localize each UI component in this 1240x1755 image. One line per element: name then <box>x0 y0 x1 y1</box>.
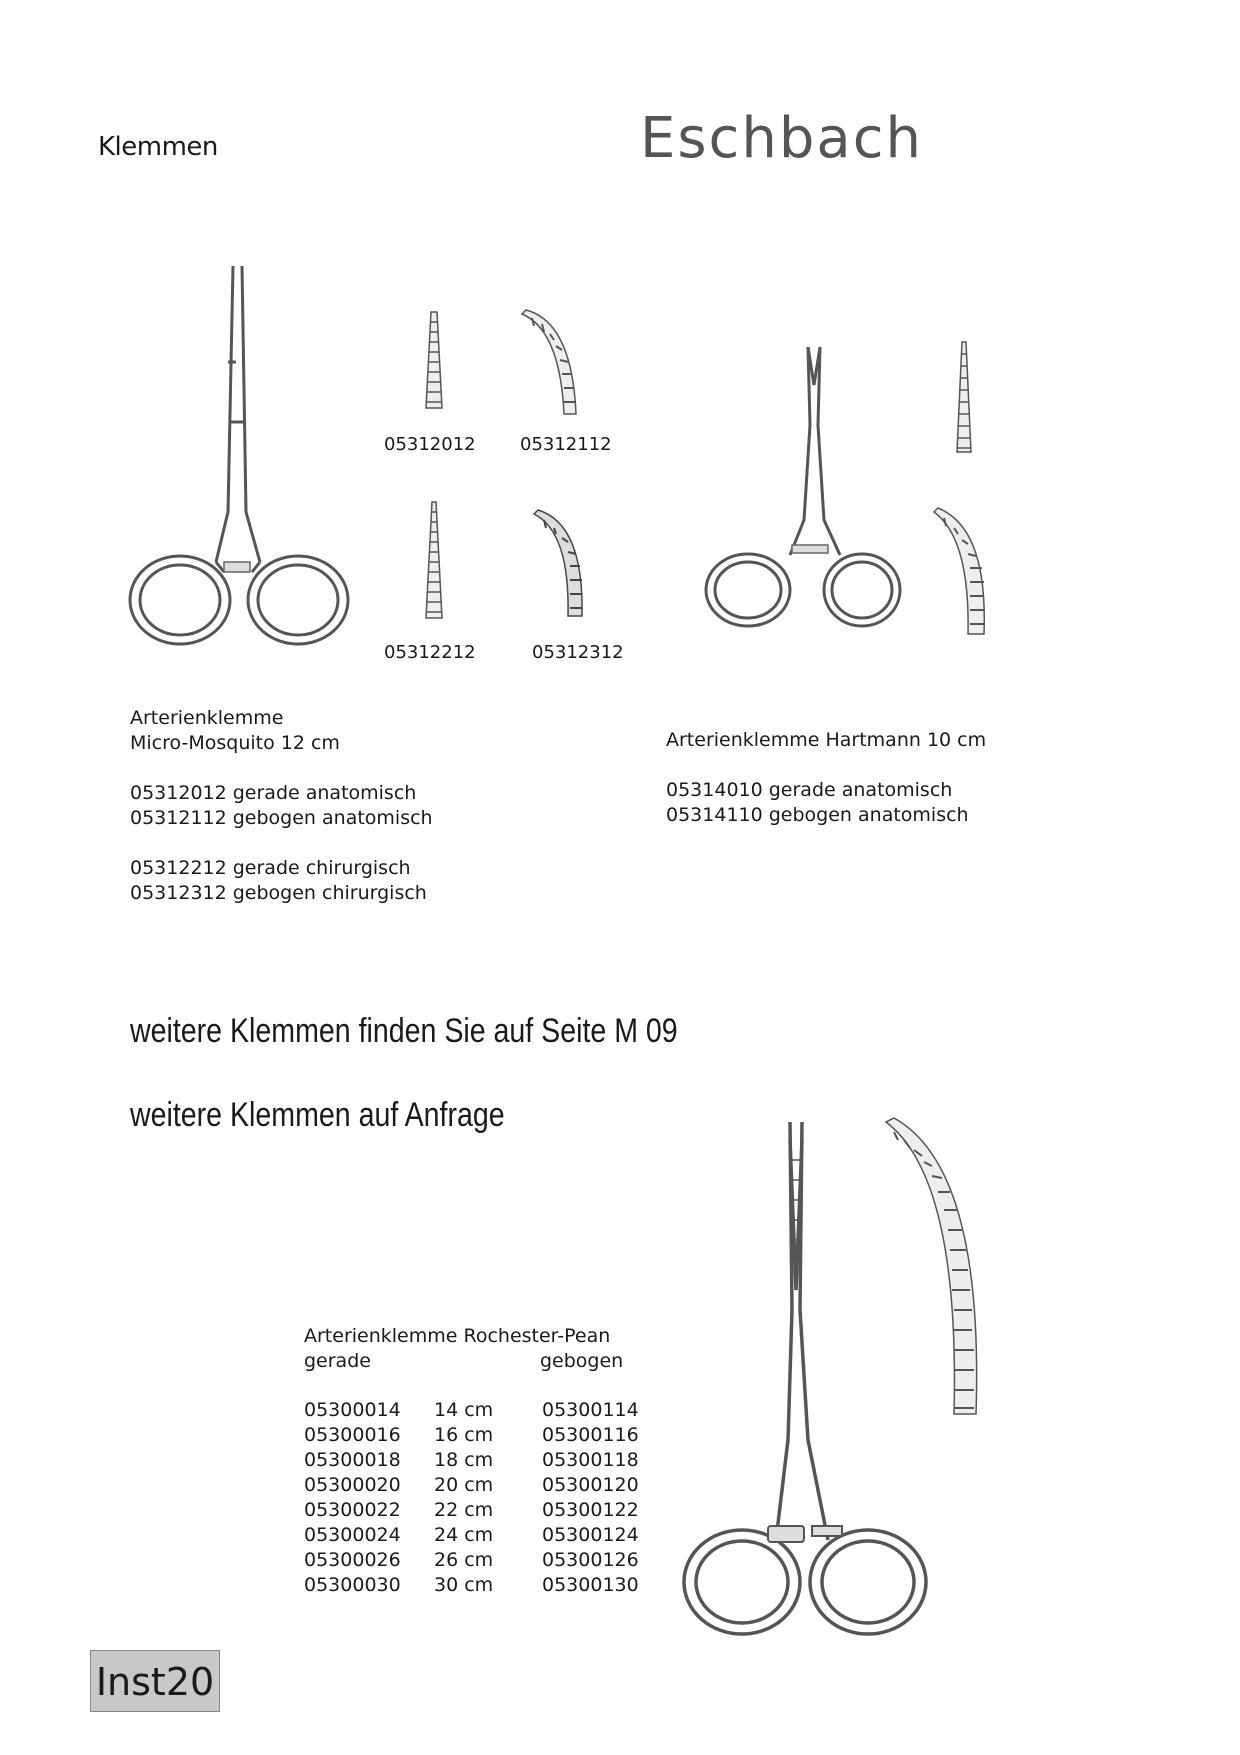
length: 30 cm <box>434 1574 494 1596</box>
column-header-curved: gebogen <box>540 1350 624 1372</box>
curved-code: 05300120 <box>542 1474 639 1496</box>
table-row <box>304 1473 639 1498</box>
curved-code: 05300116 <box>542 1424 639 1446</box>
tip-curved-surgical-image <box>530 510 590 620</box>
section-title: Klemmen <box>98 132 218 162</box>
length: 24 cm <box>434 1524 494 1546</box>
straight-code: 05300022 <box>304 1499 401 1521</box>
tip-curved-anatomical-image <box>520 310 580 420</box>
rochester-pean-header <box>304 1324 644 1374</box>
column-header-straight: gerade <box>304 1350 371 1372</box>
straight-code: 05300014 <box>304 1399 401 1421</box>
curved-code: 05300118 <box>542 1449 639 1471</box>
table-row <box>304 1573 639 1598</box>
tip-straight-surgical-image <box>422 500 446 620</box>
table-row <box>304 1548 639 1573</box>
hartmann-clamp-image <box>700 345 880 615</box>
straight-code: 05300026 <box>304 1549 401 1571</box>
straight-code: 05300030 <box>304 1574 401 1596</box>
length: 16 cm <box>434 1424 494 1446</box>
tip-code-label: 05312312 <box>532 642 624 663</box>
table-row <box>304 1498 639 1523</box>
micro-mosquito-description <box>130 706 433 906</box>
straight-code: 05300016 <box>304 1424 401 1446</box>
curved-code: 05300124 <box>542 1524 639 1546</box>
item-line: 05312012 gerade anatomisch <box>130 782 417 804</box>
tip-code-label: 05312112 <box>520 434 612 455</box>
table-row <box>304 1523 639 1548</box>
product-title: Arterienklemme <box>130 707 284 729</box>
item-line: 05314110 gebogen anatomisch <box>666 804 969 826</box>
table-row <box>304 1423 639 1448</box>
straight-code: 05300024 <box>304 1524 401 1546</box>
table-row <box>304 1448 639 1473</box>
page-label: Inst20 <box>90 1650 220 1712</box>
length: 20 cm <box>434 1474 494 1496</box>
straight-code: 05300018 <box>304 1449 401 1471</box>
tip-straight-anatomical-image <box>422 310 446 410</box>
length: 18 cm <box>434 1449 494 1471</box>
hartmann-tip-straight-image <box>952 340 976 455</box>
hartmann-description <box>666 728 986 828</box>
rochester-pean-tip-curved-image <box>880 1118 990 1418</box>
table-row <box>304 1398 639 1423</box>
item-line: 05312212 gerade chirurgisch <box>130 857 411 879</box>
rochester-pean-table <box>304 1398 639 1598</box>
note-more-clamps-request: weitere Klemmen auf Anfrage <box>130 1096 505 1134</box>
curved-code: 05300122 <box>542 1499 639 1521</box>
product-title: Arterienklemme Rochester-Pean <box>304 1325 611 1347</box>
note-more-clamps-page: weitere Klemmen finden Sie auf Seite M 09 <box>130 1012 678 1050</box>
tip-code-label: 05312012 <box>384 434 476 455</box>
item-line: 05312112 gebogen anatomisch <box>130 807 433 829</box>
length: 14 cm <box>434 1399 494 1421</box>
length: 26 cm <box>434 1549 494 1571</box>
item-line: 05314010 gerade anatomisch <box>666 779 953 801</box>
length: 22 cm <box>434 1499 494 1521</box>
hartmann-tip-curved-image <box>930 508 1000 638</box>
item-line: 05312312 gebogen chirurgisch <box>130 882 427 904</box>
straight-code: 05300020 <box>304 1474 401 1496</box>
curved-code: 05300126 <box>542 1549 639 1571</box>
product-subtitle: Micro-Mosquito 12 cm <box>130 732 340 754</box>
product-title: Arterienklemme Hartmann 10 cm <box>666 729 987 751</box>
tip-code-label: 05312212 <box>384 642 476 663</box>
brand-logo: Eschbach <box>640 106 923 171</box>
curved-code: 05300130 <box>542 1574 639 1596</box>
micro-mosquito-clamp-image <box>120 262 360 652</box>
curved-code: 05300114 <box>542 1399 639 1421</box>
